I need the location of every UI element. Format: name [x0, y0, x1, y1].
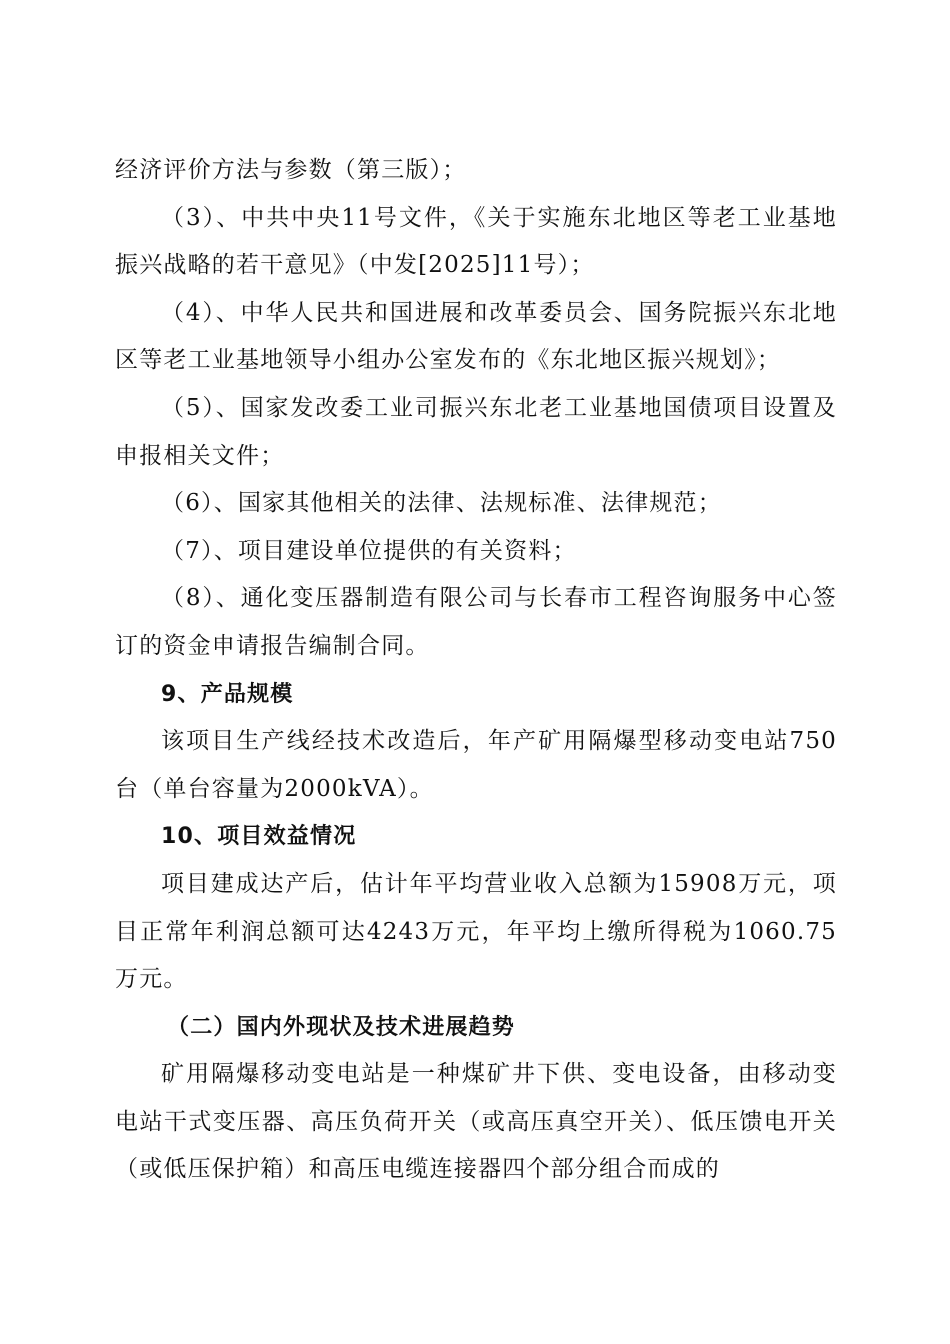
list-item-7: （7）、项目建设单位提供的有关资料；: [161, 537, 577, 564]
paragraph-project-benefits: 项目建成达产后，估计年平均营业收入总额为15908万元，项目正常年利润总额可达4243万元，年平均上缴所得税为1060.75万元。: [115, 870, 837, 993]
document-body: [115, 147, 837, 1194]
section-heading-product-scale: 9、产品规模: [161, 681, 294, 707]
section-heading-domestic-foreign-status: （二）国内外现状及技术进展趋势: [167, 1014, 516, 1040]
list-item-6: （6）、国家其他相关的法律、法规标准、法律规范；: [161, 490, 722, 517]
list-item-5: （5）、国家发改委工业司振兴东北老工业基地国债项目设置及申报相关文件；: [115, 394, 837, 469]
list-item-8: （8）、通化变压器制造有限公司与长春市工程咨询服务中心签订的资金申请报告编制合同。: [115, 585, 837, 659]
paragraph-continuation: 经济评价方法与参数（第三版）；: [115, 157, 467, 183]
paragraph-domestic-foreign-status: 矿用隔爆移动变电站是一种煤矿井下供、变电设备，由移动变电站干式变压器、高压负荷开关（或高压真空开关）、低压馈电开关（或低压保护箱）和高压电缆连接器四个部分组合而成的: [115, 1061, 837, 1183]
list-item-4: （4）、中华人民共和国进展和改革委员会、国务院振兴东北地区等老工业基地领导小组办公室发布的《东北地区振兴规划》；: [115, 299, 837, 374]
list-item-3: （3）、中共中央11号文件，《关于实施东北地区等老工业基地振兴战略的若干意见》（中发[2025]11号）；: [115, 204, 837, 279]
section-heading-project-benefits: 10、项目效益情况: [161, 824, 357, 850]
paragraph-product-scale: 该项目生产线经技术改造后，年产矿用隔爆型移动变电站750台（单台容量为2000kVA）。: [115, 728, 837, 802]
